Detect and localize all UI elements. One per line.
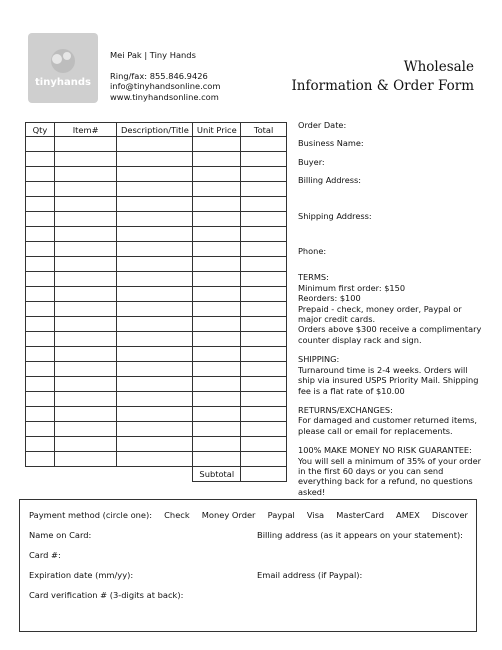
order-cell[interactable] [117, 437, 193, 452]
terms-line-2: Reorders: $100 [298, 293, 361, 304]
order-cell[interactable] [193, 167, 241, 182]
order-cell[interactable] [26, 317, 55, 332]
order-cell[interactable] [193, 347, 241, 362]
order-row [26, 437, 287, 452]
order-cell[interactable] [54, 272, 117, 287]
order-cell[interactable] [117, 302, 193, 317]
contact-info [110, 50, 220, 102]
order-cell[interactable] [26, 347, 55, 362]
subtotal-cell[interactable] [241, 467, 287, 482]
order-cell[interactable] [241, 422, 287, 437]
field-buyer: Buyer: [298, 156, 325, 167]
order-cell[interactable] [26, 272, 55, 287]
order-cell[interactable] [26, 137, 55, 152]
order-cell[interactable] [26, 257, 55, 272]
contact-email: info@tinyhandsonline.com [110, 81, 221, 92]
order-cell[interactable] [193, 407, 241, 422]
field-phone: Phone: [298, 246, 327, 257]
order-cell[interactable] [117, 377, 193, 392]
order-row [26, 452, 287, 467]
order-cell[interactable] [26, 422, 55, 437]
order-row [26, 407, 287, 422]
email-label: Email address (if Paypal): [257, 570, 363, 580]
order-cell[interactable] [241, 377, 287, 392]
order-table [25, 122, 287, 482]
order-row [26, 167, 287, 182]
order-cell[interactable] [241, 302, 287, 317]
returns-heading: RETURNS/EXCHANGES: [298, 404, 393, 415]
contact-website: www.tinyhandsonline.com [110, 91, 219, 102]
order-cell[interactable] [26, 377, 55, 392]
col-unit-price: Unit Price [193, 123, 241, 137]
order-cell[interactable] [241, 152, 287, 167]
logo-text: tinyhands [35, 77, 91, 88]
payment-methods [29, 510, 468, 520]
order-cell[interactable] [54, 362, 117, 377]
order-cell[interactable] [193, 182, 241, 197]
order-cell[interactable] [241, 182, 287, 197]
order-cell[interactable] [193, 152, 241, 167]
order-cell[interactable] [241, 272, 287, 287]
order-cell[interactable] [193, 212, 241, 227]
order-cell[interactable] [26, 362, 55, 377]
billing-address-label: Billing address (as it appears on your statement): [257, 530, 463, 540]
verification-label: Card verification # (3-digits at back): [29, 590, 184, 600]
order-cell[interactable] [117, 392, 193, 407]
order-cell[interactable] [193, 287, 241, 302]
order-cell[interactable] [54, 437, 117, 452]
order-cell[interactable] [193, 392, 241, 407]
name-on-card-label: Name on Card: [29, 530, 92, 540]
tinyhands-logo [28, 33, 98, 103]
order-cell[interactable] [117, 317, 193, 332]
order-cell[interactable] [241, 137, 287, 152]
order-cell[interactable] [26, 242, 55, 257]
order-cell[interactable] [117, 332, 193, 347]
order-cell[interactable] [241, 347, 287, 362]
order-cell[interactable] [241, 197, 287, 212]
order-row [26, 227, 287, 242]
terms-line-3: Prepaid - check, money order, Paypal or major credit cards. [298, 303, 462, 325]
order-cell[interactable] [54, 152, 117, 167]
contact-name: Mei Pak | Tiny Hands [110, 50, 196, 60]
order-cell[interactable] [241, 212, 287, 227]
order-cell[interactable] [193, 377, 241, 392]
order-cell[interactable] [193, 362, 241, 377]
order-cell[interactable] [117, 137, 193, 152]
method-visa[interactable]: Visa [306, 510, 325, 520]
order-cell[interactable] [241, 242, 287, 257]
order-cell[interactable] [117, 197, 193, 212]
order-cell[interactable] [193, 137, 241, 152]
order-row [26, 212, 287, 227]
order-cell[interactable] [241, 257, 287, 272]
order-cell[interactable] [241, 317, 287, 332]
order-cell[interactable] [26, 167, 55, 182]
method-amex[interactable]: AMEX [396, 510, 420, 520]
order-cell[interactable] [54, 332, 117, 347]
order-cell[interactable] [54, 452, 117, 467]
order-cell[interactable] [26, 302, 55, 317]
returns-text: For damaged and customer returned items, please call or email for replacements. [298, 415, 478, 436]
subtotal-label: Subtotal [193, 467, 241, 482]
order-cell[interactable] [54, 347, 117, 362]
order-cell[interactable] [54, 182, 117, 197]
order-cell[interactable] [241, 392, 287, 407]
order-cell[interactable] [54, 422, 117, 437]
guarantee-text: You will sell a minimum of 35% of your order in the first 60 days or you can send everything back for a refund, no questions asked! [298, 455, 482, 497]
title-line-2: Information & Order Form [291, 78, 474, 94]
order-cell[interactable] [241, 227, 287, 242]
order-row [26, 137, 287, 152]
field-billing-address: Billing Address: [298, 175, 362, 186]
order-cell[interactable] [26, 452, 55, 467]
field-order-date: Order Date: [298, 120, 347, 130]
order-cell[interactable] [117, 347, 193, 362]
order-row [26, 302, 287, 317]
order-row [26, 197, 287, 212]
order-row [26, 362, 287, 377]
order-cell[interactable] [54, 302, 117, 317]
method-paypal[interactable]: Paypal [267, 510, 295, 520]
order-cell[interactable] [26, 287, 55, 302]
guarantee-heading: 100% MAKE MONEY NO RISK GUARANTEE: [298, 445, 472, 456]
order-cell[interactable] [117, 227, 193, 242]
order-cell[interactable] [193, 452, 241, 467]
order-cell[interactable] [241, 287, 287, 302]
order-cell[interactable] [193, 437, 241, 452]
order-cell[interactable] [193, 332, 241, 347]
order-cell[interactable] [117, 242, 193, 257]
payment-box [19, 499, 477, 632]
order-cell[interactable] [117, 407, 193, 422]
order-row [26, 287, 287, 302]
payment-method-label: Payment method (circle one): [29, 510, 153, 520]
order-cell[interactable] [241, 452, 287, 467]
method-mastercard[interactable]: MasterCard [336, 510, 384, 520]
order-cell[interactable] [54, 227, 117, 242]
order-cell[interactable] [26, 227, 55, 242]
title-line-1: Wholesale [403, 59, 474, 75]
order-table-header [26, 123, 287, 137]
method-check[interactable]: Check [164, 510, 190, 520]
col-qty: Qty [26, 123, 55, 137]
order-cell[interactable] [193, 257, 241, 272]
order-cell[interactable] [193, 197, 241, 212]
method-money-order[interactable]: Money Order [201, 510, 256, 520]
order-cell[interactable] [54, 197, 117, 212]
order-cell[interactable] [241, 437, 287, 452]
card-number-label: Card #: [29, 550, 61, 560]
subtotal-row [26, 467, 287, 482]
order-cell[interactable] [193, 227, 241, 242]
order-row [26, 332, 287, 347]
order-cell[interactable] [117, 287, 193, 302]
order-cell[interactable] [241, 362, 287, 377]
order-row [26, 242, 287, 257]
order-row [26, 317, 287, 332]
order-cell[interactable] [26, 392, 55, 407]
terms-line-1: Minimum first order: $150 [298, 282, 406, 293]
col-description: Description/Title [117, 123, 193, 137]
order-cell[interactable] [117, 272, 193, 287]
order-cell[interactable] [117, 422, 193, 437]
order-row [26, 257, 287, 272]
order-cell[interactable] [26, 437, 55, 452]
field-shipping-address: Shipping Address: [298, 210, 372, 221]
order-cell[interactable] [26, 152, 55, 167]
order-cell[interactable] [26, 407, 55, 422]
order-cell[interactable] [193, 422, 241, 437]
form-title [291, 58, 474, 96]
order-row [26, 422, 287, 437]
shipping-text: Turnaround time is 2-4 weeks. Orders will ship via insured USPS Priority Mail. Shipping fee is a flat rate of $10.00 [298, 364, 479, 396]
order-cell[interactable] [54, 287, 117, 302]
order-cell[interactable] [193, 272, 241, 287]
order-cell[interactable] [26, 332, 55, 347]
order-cell[interactable] [193, 242, 241, 257]
order-row [26, 347, 287, 362]
order-cell[interactable] [117, 167, 193, 182]
contact-phone: Ring/fax: 855.846.9426 [110, 70, 208, 81]
order-cell[interactable] [54, 242, 117, 257]
order-row [26, 182, 287, 197]
order-cell[interactable] [193, 302, 241, 317]
shipping-heading: SHIPPING: [298, 354, 340, 365]
order-cell[interactable] [117, 152, 193, 167]
order-cell[interactable] [117, 182, 193, 197]
order-cell[interactable] [54, 317, 117, 332]
order-cell[interactable] [117, 212, 193, 227]
order-row [26, 392, 287, 407]
order-cell[interactable] [117, 452, 193, 467]
order-cell[interactable] [54, 407, 117, 422]
order-cell[interactable] [54, 212, 117, 227]
order-cell[interactable] [241, 407, 287, 422]
col-item: Item# [54, 123, 117, 137]
order-cell[interactable] [241, 167, 287, 182]
order-cell[interactable] [26, 212, 55, 227]
order-cell[interactable] [54, 167, 117, 182]
order-row [26, 272, 287, 287]
order-cell[interactable] [241, 332, 287, 347]
order-cell[interactable] [54, 257, 117, 272]
order-cell[interactable] [54, 137, 117, 152]
terms-line-4: Orders above $300 receive a complimentary counter display rack and sign. [298, 324, 482, 345]
order-info [298, 120, 483, 497]
order-cell[interactable] [54, 377, 117, 392]
order-row [26, 377, 287, 392]
order-cell[interactable] [26, 182, 55, 197]
method-discover[interactable]: Discover [431, 510, 468, 520]
expiration-label: Expiration date (mm/yy): [29, 570, 134, 580]
order-cell[interactable] [54, 392, 117, 407]
order-cell[interactable] [193, 317, 241, 332]
col-total: Total [241, 123, 287, 137]
terms-heading: TERMS: [298, 272, 329, 283]
order-cell[interactable] [117, 362, 193, 377]
order-cell[interactable] [26, 197, 55, 212]
order-row [26, 152, 287, 167]
order-cell[interactable] [117, 257, 193, 272]
field-business-name: Business Name: [298, 138, 364, 149]
